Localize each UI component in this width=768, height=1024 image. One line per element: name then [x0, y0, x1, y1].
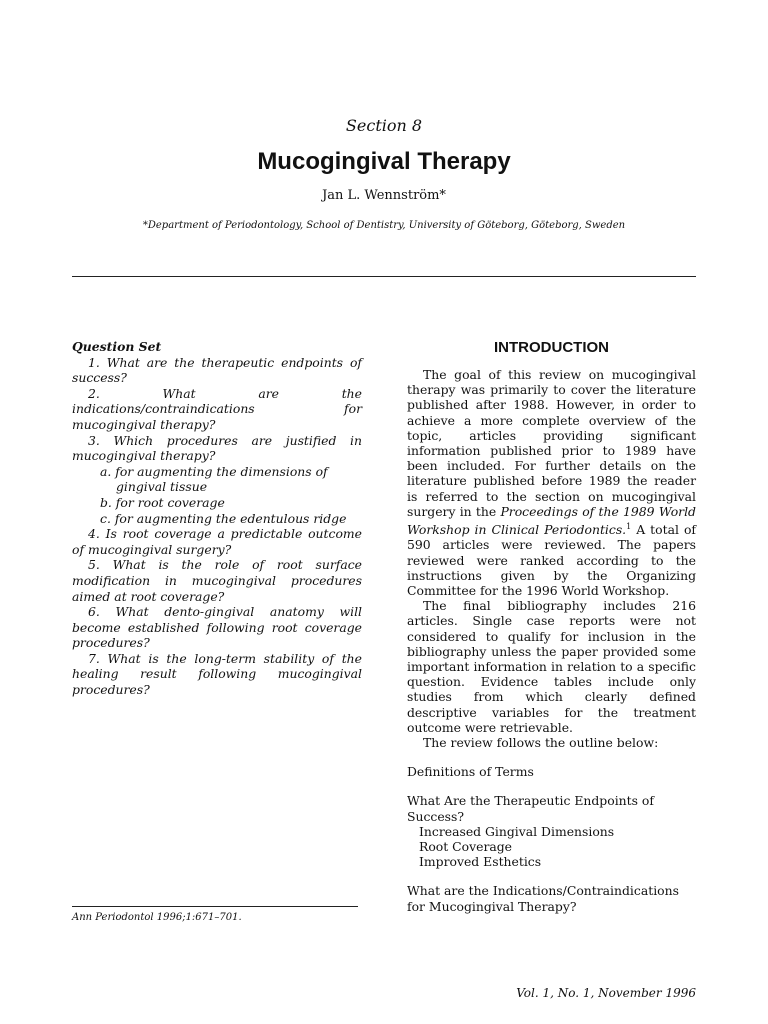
question-1: 1. What are the therapeutic endpoints of success? [72, 354, 362, 386]
reference-number: 1 [626, 522, 632, 532]
outline-item-definitions: Definitions of Terms [407, 764, 534, 780]
paragraph-1-end: A total of 590 articles were reviewed. The papers reviewed were ranked according to the instructions given by the Organizing Committee for the 1996 World Workshop. [407, 522, 696, 598]
section-label: Section 8 [345, 116, 423, 135]
outline-intro: The review follows the outline below: [423, 735, 659, 750]
page-footer: Vol. 1, No. 1, November 1996 [516, 986, 696, 1000]
outline-subitem-esthetics: Improved Esthetics [419, 854, 542, 870]
citation: Ann Periodontol 1996;1:671–701. [72, 912, 242, 923]
outline-item-indications: What are the Indications/Contraindications for Mucogingival Therapy? [407, 883, 679, 914]
header-divider [72, 276, 696, 277]
page-title: Mucogingival Therapy [257, 148, 511, 175]
question-3a: a. for augmenting the dimensions of gingival tissue [100, 463, 328, 495]
outline-item-endpoints: What Are the Therapeutic Endpoints of Success? [407, 793, 654, 824]
question-set [72, 339, 362, 698]
question-7: 7. What is the long-term stability of the healing result following mucogingival procedures? [72, 650, 362, 698]
question-6: 6. What dento-gingival anatomy will become established following root coverage procedures? [72, 604, 362, 651]
question-set-heading: Question Set [72, 339, 162, 354]
author-name: Jan L. Wennström* [322, 188, 446, 203]
question-3c: c. for augmenting the edentulous ridge [100, 510, 347, 526]
question-3b: b. for root coverage [100, 494, 225, 510]
question-3: 3. Which procedures are justified in mucogingival therapy? [72, 432, 362, 464]
outline-subitem-root-coverage: Root Coverage [419, 839, 513, 855]
introduction-section [407, 339, 696, 914]
outline-subitem-gingival: Increased Gingival Dimensions [419, 823, 615, 839]
footnote-divider [72, 906, 358, 907]
paragraph-1-start: The goal of this review on mucogingival therapy was primarily to cover the literature published after 1988. However, in order to achieve a more complete overview of the topic, articles providing significant information published prior to 1989 have been included. For further details on the literature published before 1989 the reader is referred to the section on mucogingival surgery in the [407, 367, 696, 519]
introduction-heading: INTRODUCTION [494, 339, 609, 356]
proceedings-reference: Proceedings of the 1989 World Workshop in Clinical Periodontics. [407, 503, 696, 538]
question-5: 5. What is the role of root surface modification in mucogingival procedures aimed at root coverage? [72, 557, 362, 604]
author-affiliation: *Department of Periodontology, School of Dentistry, University of Göteborg, Göteborg, Sweden [142, 220, 626, 231]
question-4: 4. Is root coverage a predictable outcome of mucogingival surgery? [72, 526, 362, 557]
question-2: 2. What are the indications/contraindications for mucogingival therapy? [72, 385, 362, 432]
introduction-paragraph-1 [407, 367, 696, 598]
introduction-paragraph-2: The final bibliography includes 216 articles. Single case reports were not considered to qualify for inclusion in the bibliography unless the paper provided some important information in relation to a specific question. Evidence tables include only studies from which clearly defined descriptive variables for the treatment outcome were retrievable. [407, 598, 696, 735]
